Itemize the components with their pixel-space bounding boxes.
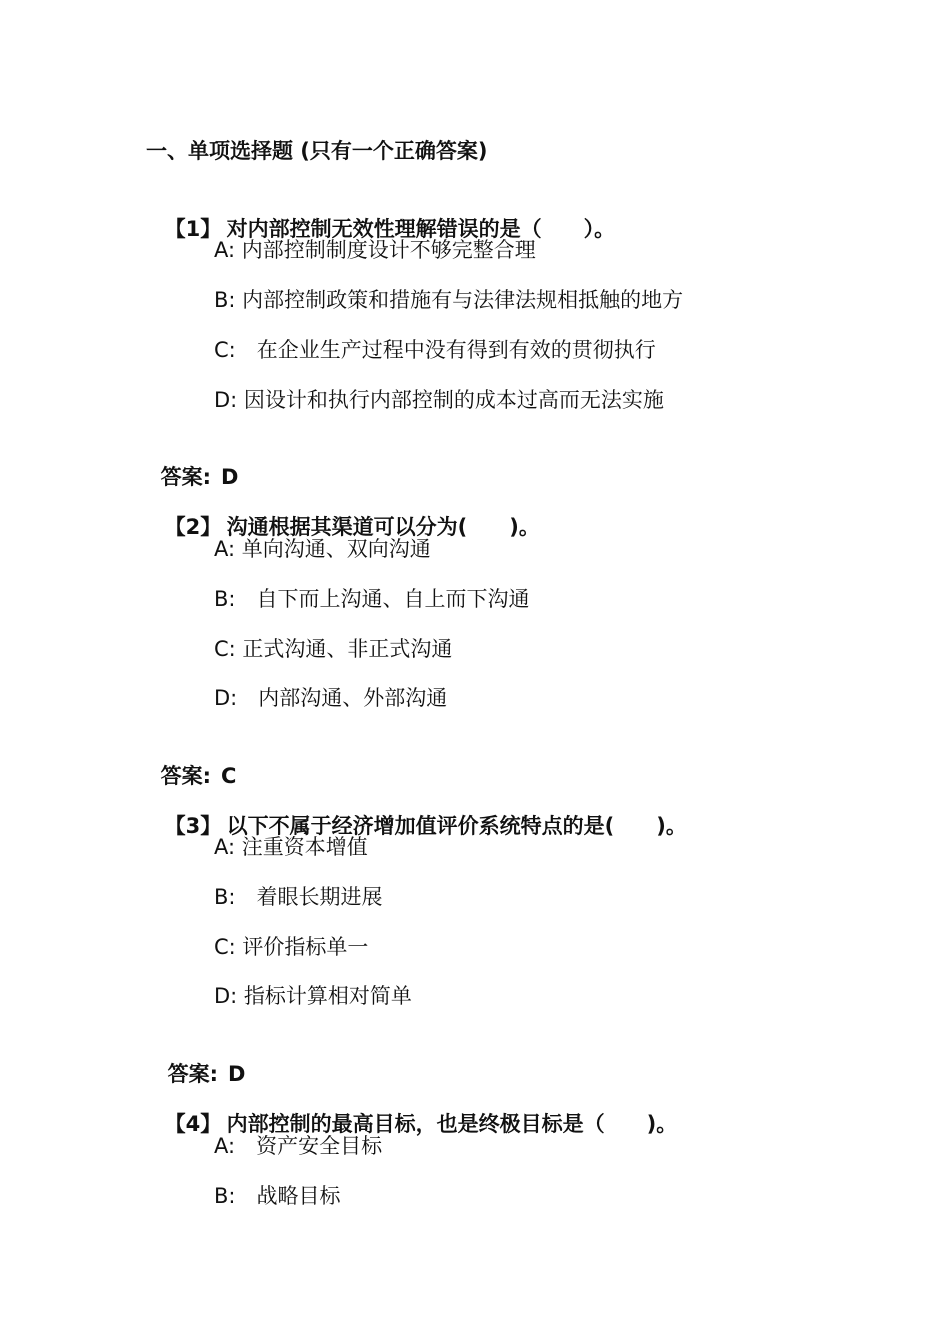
section-title: 一、单项选择题 (只有一个正确答案) bbox=[146, 139, 488, 163]
option-c: C: 评价指标单一 bbox=[214, 935, 369, 959]
option-d: D: 内部沟通、外部沟通 bbox=[214, 686, 448, 710]
question-number: 【4】 bbox=[164, 1112, 222, 1136]
question-text: 以下不属于经济增加值评价系统特点的是( )。 bbox=[226, 814, 687, 838]
option-a: A: 资产安全目标 bbox=[214, 1134, 383, 1158]
question-text: 内部控制的最高目标，也是终极目标是（ )。 bbox=[226, 1112, 678, 1136]
option-b: B: 内部控制政策和措施有与法律法规相抵触的地方 bbox=[214, 288, 684, 312]
answer-2 bbox=[146, 734, 236, 790]
question-text: 对内部控制无效性理解错误的是（ ）。 bbox=[226, 217, 616, 241]
question-number: 【1】 bbox=[164, 217, 222, 241]
question-3 bbox=[150, 784, 687, 840]
question-number: 【2】 bbox=[164, 515, 222, 539]
question-2 bbox=[150, 485, 540, 541]
option-b: B: 着眼长期进展 bbox=[214, 885, 383, 909]
answer-value: D bbox=[221, 465, 239, 489]
option-b: B: 战略目标 bbox=[214, 1184, 341, 1208]
question-4 bbox=[150, 1082, 677, 1138]
question-text: 沟通根据其渠道可以分为( )。 bbox=[226, 515, 540, 539]
option-d: D: 因设计和执行内部控制的成本过高而无法实施 bbox=[214, 388, 664, 412]
answer-label: 答案: bbox=[160, 764, 212, 788]
answer-3 bbox=[153, 1032, 245, 1088]
option-d: D: 指标计算相对简单 bbox=[214, 984, 412, 1008]
answer-label: 答案: bbox=[160, 465, 212, 489]
option-a: A: 注重资本增值 bbox=[214, 835, 368, 859]
option-a: A: 内部控制制度设计不够完整合理 bbox=[214, 238, 536, 262]
option-c: C: 在企业生产过程中没有得到有效的贯彻执行 bbox=[214, 338, 656, 362]
option-b: B: 自下而上沟通、自上而下沟通 bbox=[214, 587, 530, 611]
option-a: A: 单向沟通、双向沟通 bbox=[214, 537, 431, 561]
option-c: C: 正式沟通、非正式沟通 bbox=[214, 637, 453, 661]
answer-label: 答案: bbox=[167, 1062, 219, 1086]
question-1 bbox=[150, 187, 615, 243]
answer-1 bbox=[146, 435, 238, 491]
answer-value: C bbox=[221, 764, 237, 788]
question-number: 【3】 bbox=[164, 814, 222, 838]
answer-value: D bbox=[228, 1062, 246, 1086]
